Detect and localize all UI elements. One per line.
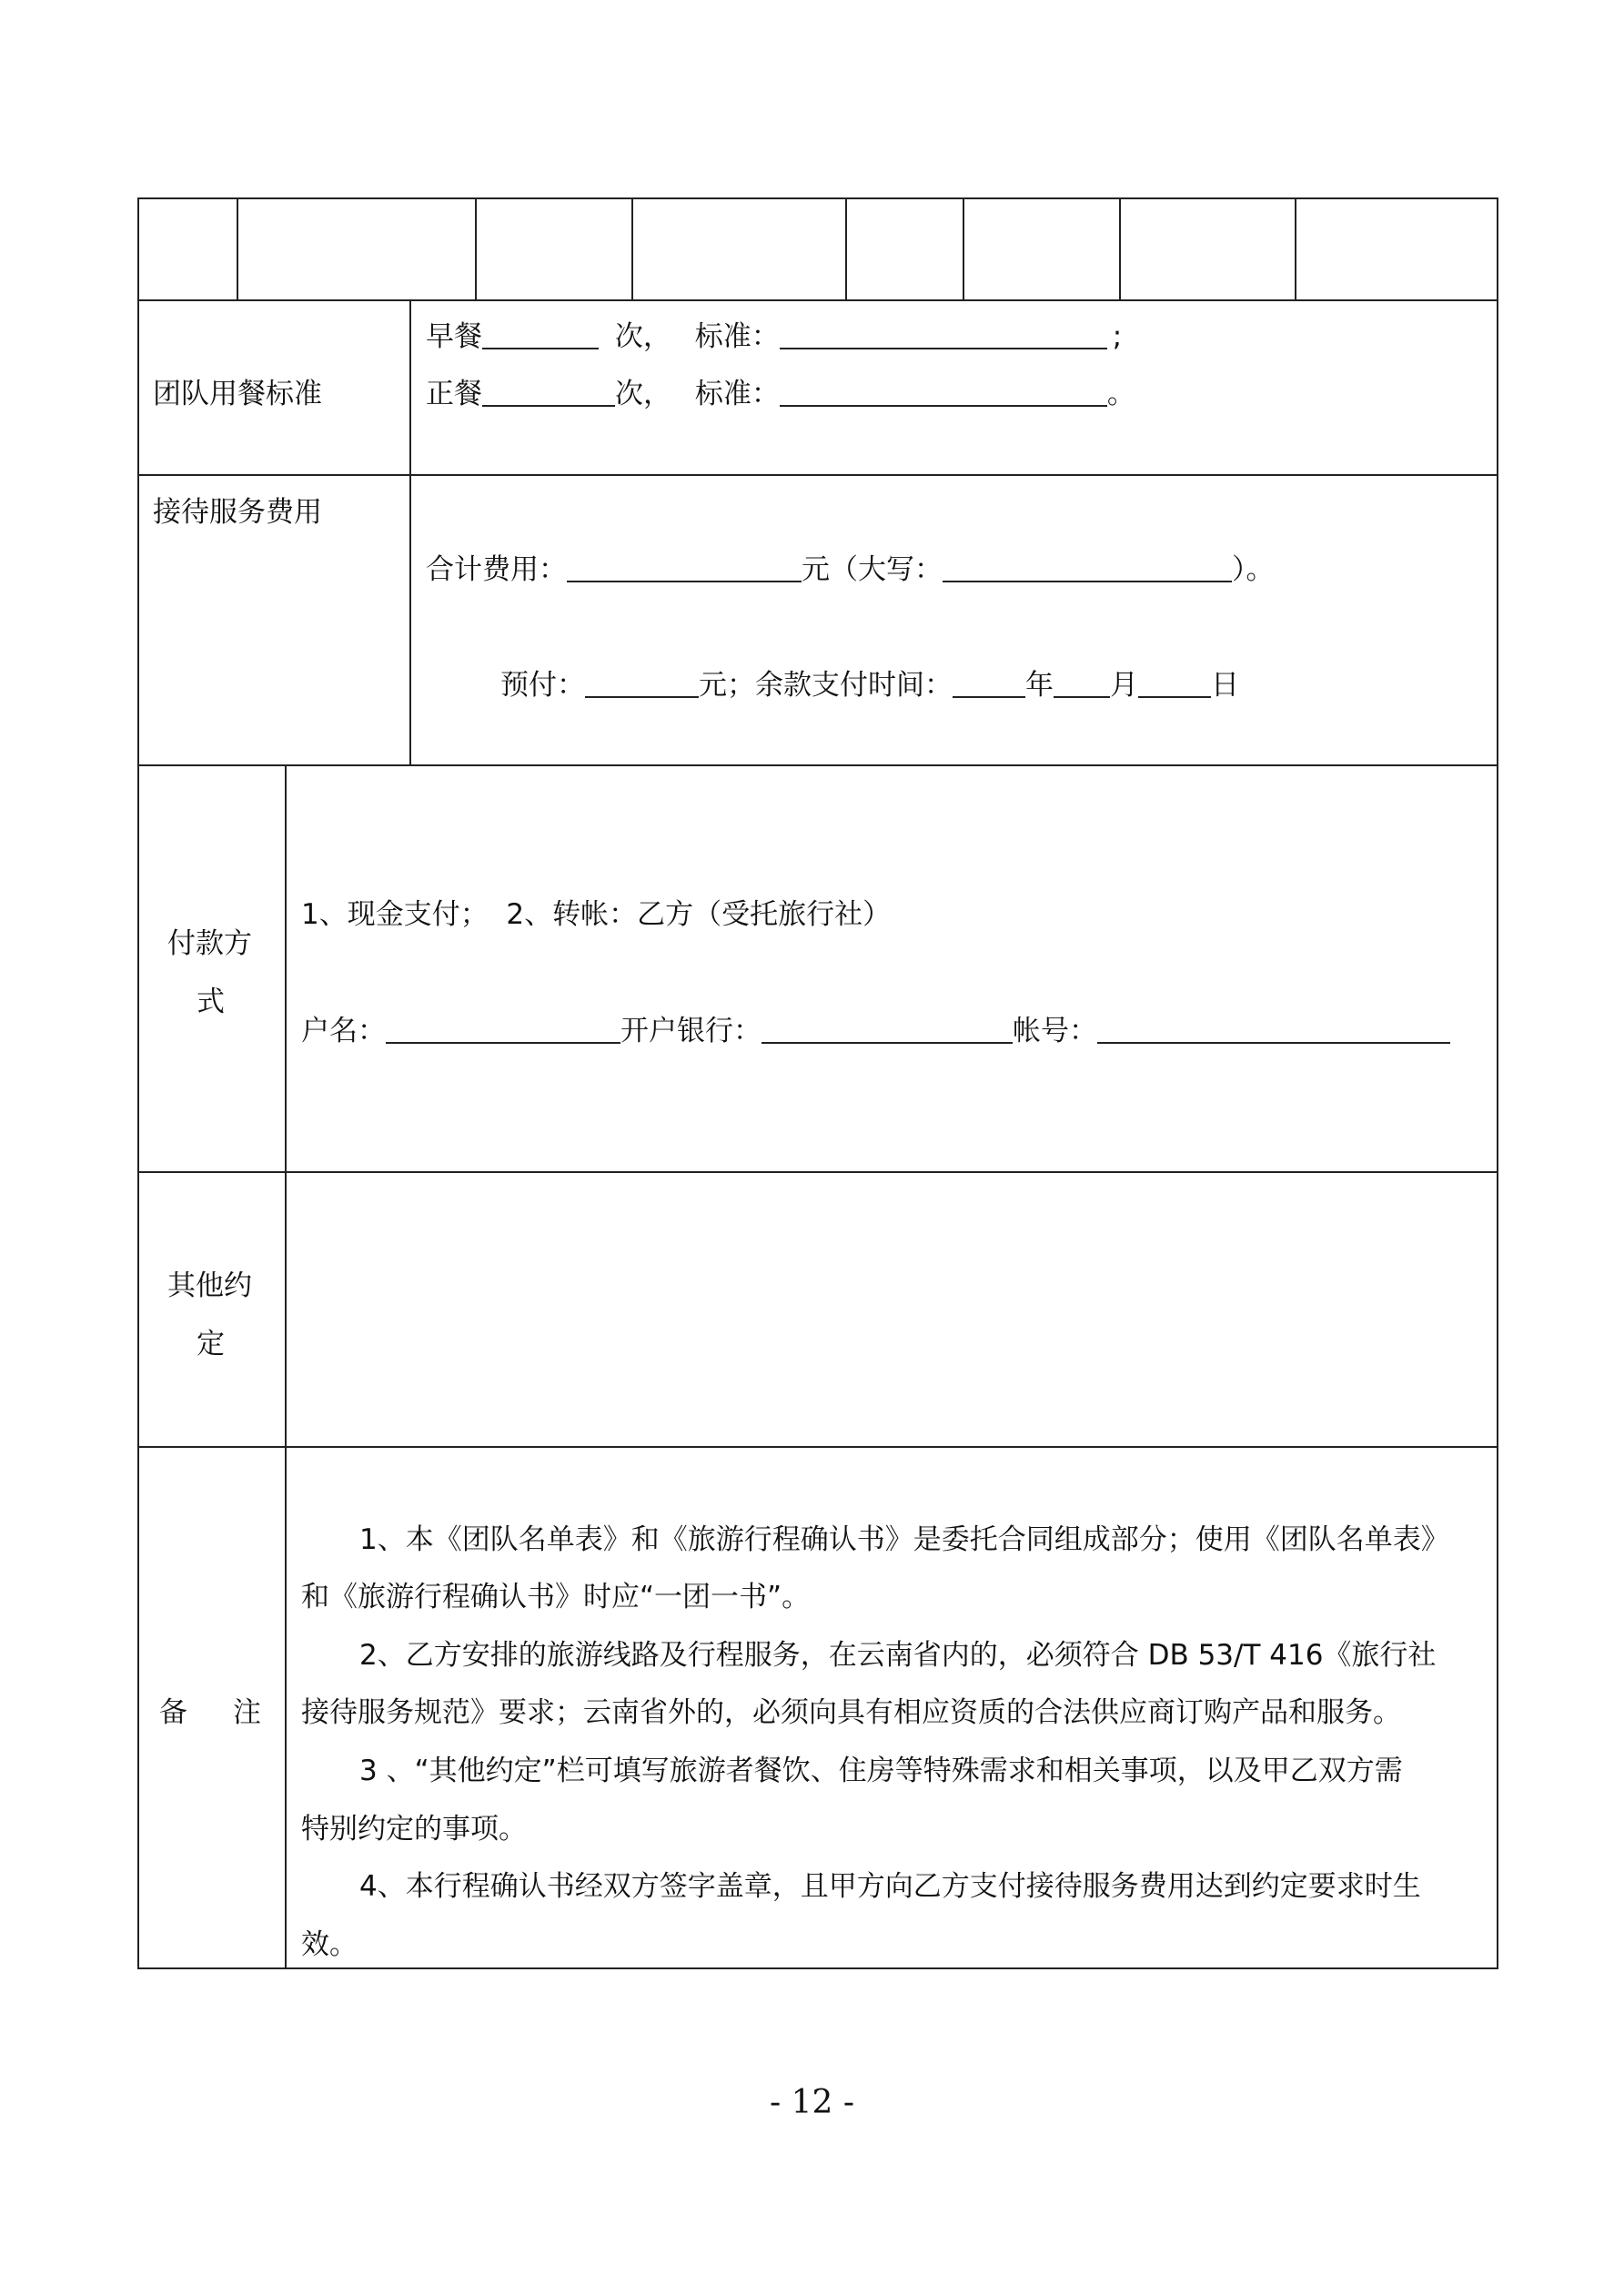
main-meal-standard-label: 标准：	[694, 378, 780, 410]
balance-month-blank[interactable]	[1054, 669, 1110, 698]
row-divider	[137, 1171, 1498, 1173]
account-no-label: 帐号：	[1013, 1015, 1097, 1047]
fee-label: 接待服务费用	[153, 496, 322, 529]
row-divider	[137, 299, 1498, 301]
month-label: 月	[1110, 669, 1138, 702]
label-column-divider	[285, 764, 287, 1969]
remark-line: 特别约定的事项。	[301, 1813, 527, 1846]
remark-line: 3 、“其他约定”栏可填写旅游者餐饮、住房等特殊需求和相关事项，以及甲乙双方需	[359, 1755, 1403, 1787]
remark-line: 和《旅游行程确认书》时应“一团一书”。	[301, 1581, 811, 1613]
cell-divider	[963, 197, 964, 299]
breakfast-label: 早餐	[426, 320, 482, 353]
cell-divider	[631, 197, 633, 299]
label-column-divider	[409, 299, 411, 766]
other-label-line1: 其他约	[167, 1269, 252, 1302]
account-no-blank[interactable]	[1097, 1015, 1450, 1044]
remarks-label-a: 备	[159, 1696, 187, 1729]
breakfast-standard-blank[interactable]	[780, 320, 1107, 349]
balance-year-blank[interactable]	[953, 669, 1025, 698]
account-line	[301, 1013, 1450, 1049]
prepay-line	[500, 667, 1239, 703]
total-fee-daxie-label: 元（大写：	[802, 553, 943, 586]
breakfast-times-unit: 次，	[614, 320, 671, 353]
remark-line: 2、乙方安排的旅游线路及行程服务，在云南省内的，必须符合 DB 53/T 416《旅行社	[359, 1639, 1437, 1672]
table-border-right	[1497, 197, 1498, 1969]
prepay-label: 预付：	[500, 669, 585, 702]
cell-divider	[237, 197, 238, 299]
remark-line: 接待服务规范》要求；云南省外的，必须向具有相应资质的合法供应商订购产品和服务。	[301, 1696, 1401, 1729]
table-border-bottom	[137, 1967, 1498, 1969]
remark-line: 4、本行程确认书经双方签字盖章，且甲方向乙方支付接待服务费用达到约定要求时生	[359, 1870, 1421, 1903]
row-divider	[137, 474, 1498, 476]
cell-divider	[475, 197, 477, 299]
account-name-label: 户名：	[301, 1015, 386, 1047]
total-fee-label: 合计费用：	[426, 553, 567, 586]
main-meal-times-unit: 次，	[615, 378, 671, 410]
main-meal-times-blank[interactable]	[482, 378, 615, 407]
main-meal-standard-blank[interactable]	[780, 378, 1107, 407]
main-meal-end-mark: 。	[1106, 378, 1135, 410]
payment-methods: 1、现金支付； 2、转帐：乙方（受托旅行社）	[301, 898, 892, 931]
prepay-blank[interactable]	[585, 669, 699, 698]
total-fee-daxie-blank[interactable]	[943, 553, 1232, 582]
cell-divider	[1295, 197, 1296, 299]
main-meal-line	[426, 376, 1135, 412]
cell-divider	[1119, 197, 1121, 299]
total-fee-line	[426, 551, 1275, 588]
meals-label: 团队用餐标准	[153, 378, 322, 410]
row-divider	[137, 1446, 1498, 1448]
breakfast-end-mark: ;	[1112, 320, 1123, 353]
payment-label-line2: 式	[197, 986, 225, 1018]
breakfast-standard-label: 标准：	[694, 320, 780, 353]
breakfast-line	[426, 319, 1122, 355]
balance-time-label: 元；余款支付时间：	[699, 669, 953, 702]
payment-label-line1: 付款方	[167, 927, 252, 960]
bank-label: 开户银行：	[620, 1015, 762, 1047]
remark-line: 效。	[301, 1928, 358, 1961]
table-border-left	[137, 197, 139, 1969]
row-divider	[137, 764, 1498, 766]
total-fee-blank[interactable]	[567, 553, 802, 582]
day-label: 日	[1211, 669, 1239, 702]
page-number: - 12 -	[769, 2084, 855, 2121]
total-fee-close: ）。	[1232, 553, 1275, 586]
remark-line: 1、本《团队名单表》和《旅游行程确认书》是委托合同组成部分；使用《团队名单表》	[359, 1523, 1449, 1556]
main-meal-label: 正餐	[426, 378, 482, 410]
bank-blank[interactable]	[762, 1015, 1013, 1044]
remarks-label-b: 注	[233, 1696, 261, 1729]
cell-divider	[845, 197, 847, 299]
breakfast-times-blank[interactable]	[482, 320, 599, 349]
other-label-line2: 定	[197, 1328, 225, 1360]
account-name-blank[interactable]	[386, 1015, 620, 1044]
year-label: 年	[1025, 669, 1054, 702]
balance-day-blank[interactable]	[1138, 669, 1211, 698]
other-agreements-area[interactable]	[287, 1174, 1496, 1445]
